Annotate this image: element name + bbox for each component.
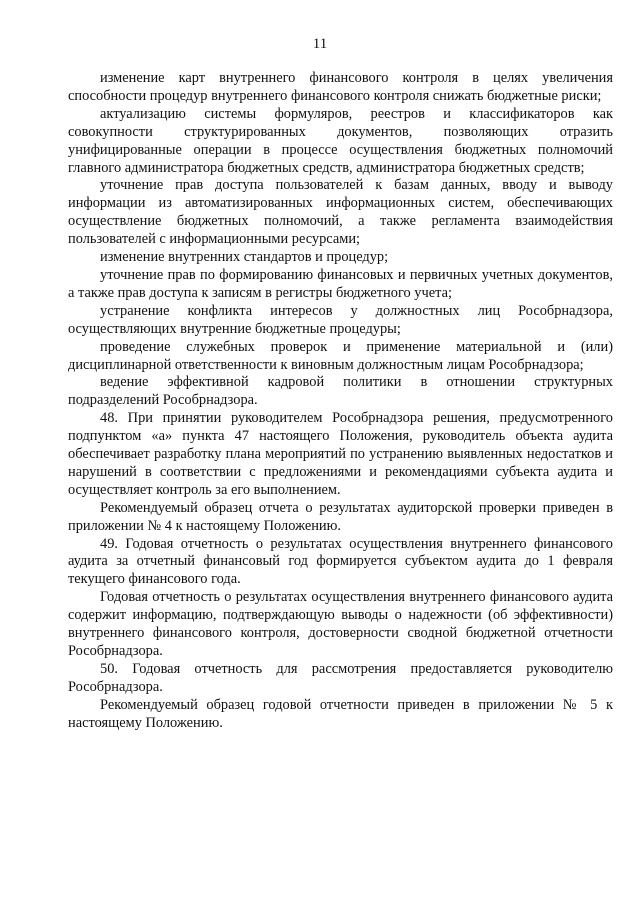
paragraph: Рекомендуемый образец отчета о результатах аудиторской проверки приведен в приложении № 4 к настоящему Положению. [68, 499, 613, 534]
paragraph: проведение служебных проверок и применение материальной и (или) дисциплинарной ответственности к виновным должностным лицам Рособрнадзора; [68, 338, 613, 373]
paragraph: уточнение прав доступа пользователей к базам данных, вводу и выводу информации из автоматизированных информационных систем, обеспечивающих осуществление бюджетных полномочий, а также регламента взаимодействия пользователей с информационными ресурсами; [68, 177, 613, 248]
paragraph: изменение внутренних стандартов и процедур; [100, 249, 389, 266]
paragraph: изменение карт внутреннего финансового контроля в целях увеличения способности процедур внутреннего финансового контроля снижать бюджетные риски; [68, 70, 613, 104]
paragraph: Рекомендуемый образец годовой отчетности приведен в приложении № 5 к настоящему Положению. [68, 696, 613, 731]
paragraph: 48. При принятии руководителем Рособрнадзора решения, предусмотренного подпунктом «а» пункта 47 настоящего Положения, руководитель объекта аудита обеспечивает разработку плана мероприятий по устранению выявленных недостатков и нарушений в соответствии с предложениями и рекомендациями субъекта аудита и осуществляет контроль за его выполнением. [68, 410, 613, 498]
document-body [68, 70, 613, 733]
page-number: 11 [312, 36, 328, 52]
paragraph: актуализацию системы формуляров, реестров и классификаторов как совокупности структурированных документов, позволяющих отразить унифицированные операции в процессе осуществления бюджетных полномочий главного администратора бюджетных средств, администратора бюджетных средств; [68, 105, 613, 176]
paragraph: 49. Годовая отчетность о результатах осуществления внутреннего финансового аудита за отчетный финансовый год формируется субъектом аудита до 1 февраля текущего финансового года. [68, 535, 613, 588]
paragraph: ведение эффективной кадровой политики в отношении структурных подразделений Рособрнадзора. [68, 374, 613, 409]
paragraph: 50. Годовая отчетность для рассмотрения предоставляется руководителю Рособрнадзора. [68, 660, 613, 695]
paragraph: Годовая отчетность о результатах осуществления внутреннего финансового аудита содержит информацию, подтверждающую выводы о надежности (об эффективности) внутреннего финансового контроля, достоверности сводной бюджетной отчетности Рособрнадзора. [68, 589, 613, 659]
paragraph: уточнение прав по формированию финансовых и первичных учетных документов, а также прав доступа к записям в регистры бюджетного учета; [68, 266, 613, 301]
paragraph: устранение конфликта интересов у должностных лиц Рособрнадзора, осуществляющих внутренние бюджетные процедуры; [68, 302, 613, 337]
